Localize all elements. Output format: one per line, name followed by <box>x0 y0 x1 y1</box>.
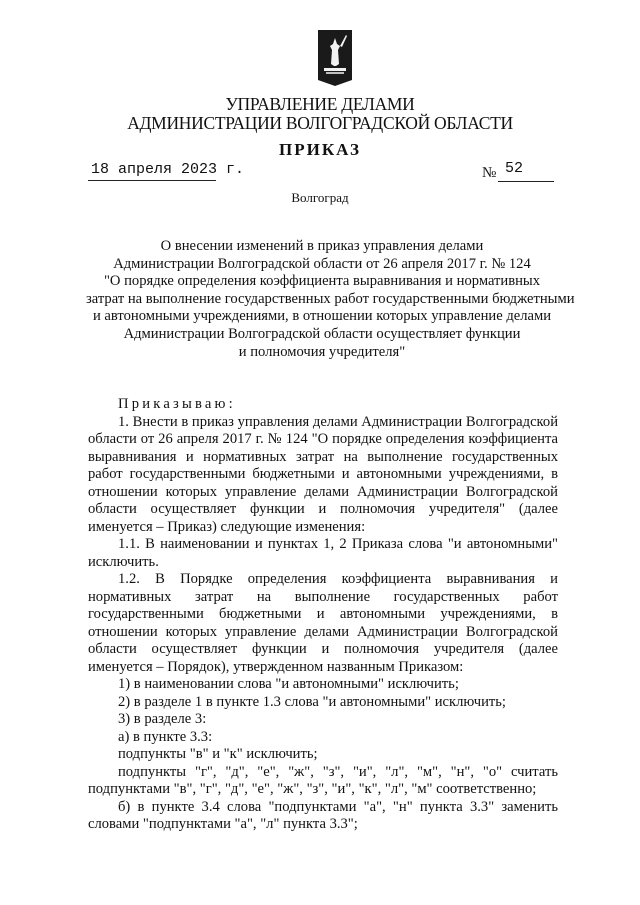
sub-item-a: а) в пункте 3.3: <box>118 728 213 745</box>
subject-line: и полномочия учредителя" <box>238 343 406 360</box>
number-underline <box>498 181 554 182</box>
subject-line: Администрации Волгоградской области осуществляет функции <box>123 325 521 342</box>
city-name: Волгоград <box>291 190 349 205</box>
subject-line: "О порядке определения коэффициента выравнивания и нормативных <box>103 273 541 290</box>
paragraph-1-1: 1.1. В наименовании и пунктах 1, 2 Приказа слова "и автономными" исключить. <box>88 536 558 570</box>
number-label: № <box>482 165 497 181</box>
subject-line: О внесении изменений в приказ управления делами <box>160 238 484 254</box>
organization-line-2: АДМИНИСТРАЦИИ ВОЛГОГРАДСКОЙ ОБЛАСТИ <box>127 113 513 133</box>
sub-item-b: б) в пункте 3.4 слова "подпунктами "а", "н" пункта 3.3" заменить словами "подпунктами "а", "л" пункта 3.3"; <box>88 798 558 832</box>
date-underline <box>88 180 216 181</box>
document-date: 18 апреля 2023 г. <box>91 161 245 178</box>
list-item-1: 1) в наименовании слова "и автономными" исключить; <box>118 676 459 692</box>
document-number: 52 <box>505 160 524 177</box>
organization-line-1: УПРАВЛЕНИЕ ДЕЛАМИ <box>225 94 415 114</box>
subject-line: и автономными учреждениями, в отношении которых управление делами <box>92 308 552 325</box>
document-type-title: ПРИКАЗ <box>279 140 361 159</box>
document-subject <box>86 238 575 361</box>
paragraph-1-2: 1.2. В Порядке определения коэффициента выравнивания и нормативных затрат на выполнение государственных работ государственными бюджетными и автономными учреждениями, в отношении которых управление делами Администрации Волгоградской области осуществляет функции и полномочия учредителя (далее именуется – Порядок), утвержденном названным Приказом: <box>88 571 558 675</box>
sub-item-exclude: подпункты "в" и "к" исключить; <box>118 746 318 762</box>
paragraph-1: 1. Внести в приказ управления делами Администрации Волгоградской области от 26 апреля 2017 г. № 124 "О порядке определения коэффициента выравнивания и нормативных затрат на выполнение государственных работ государственными бюджетными и автономными учреждениями, в отношении которых управление делами Администрации Волгоградской области осуществляет функции и полномочия учредителя" (далее именуется – Приказ) следующие изменения: <box>88 413 558 535</box>
subject-line: затрат на выполнение государственных работ государственными бюджетными <box>86 290 575 307</box>
order-word: Приказываю: <box>118 396 236 412</box>
list-item-2: 2) в разделе 1 в пункте 1.3 слова "и автономными" исключить; <box>118 693 506 710</box>
list-item-3: 3) в разделе 3: <box>118 711 207 727</box>
document-body <box>88 396 558 834</box>
volgograd-emblem-icon <box>318 30 352 86</box>
subject-line: Администрации Волгоградской области от 26 апреля 2017 г. № 124 <box>113 255 531 272</box>
sub-item-renumber: подпункты "г", "д", "е", "ж", "з", "и", "л", "м", "н", "о" считать подпунктами "в", "г", "д", "е", "ж", "з", "и", "к", "л", "м" соответственно; <box>88 763 558 797</box>
